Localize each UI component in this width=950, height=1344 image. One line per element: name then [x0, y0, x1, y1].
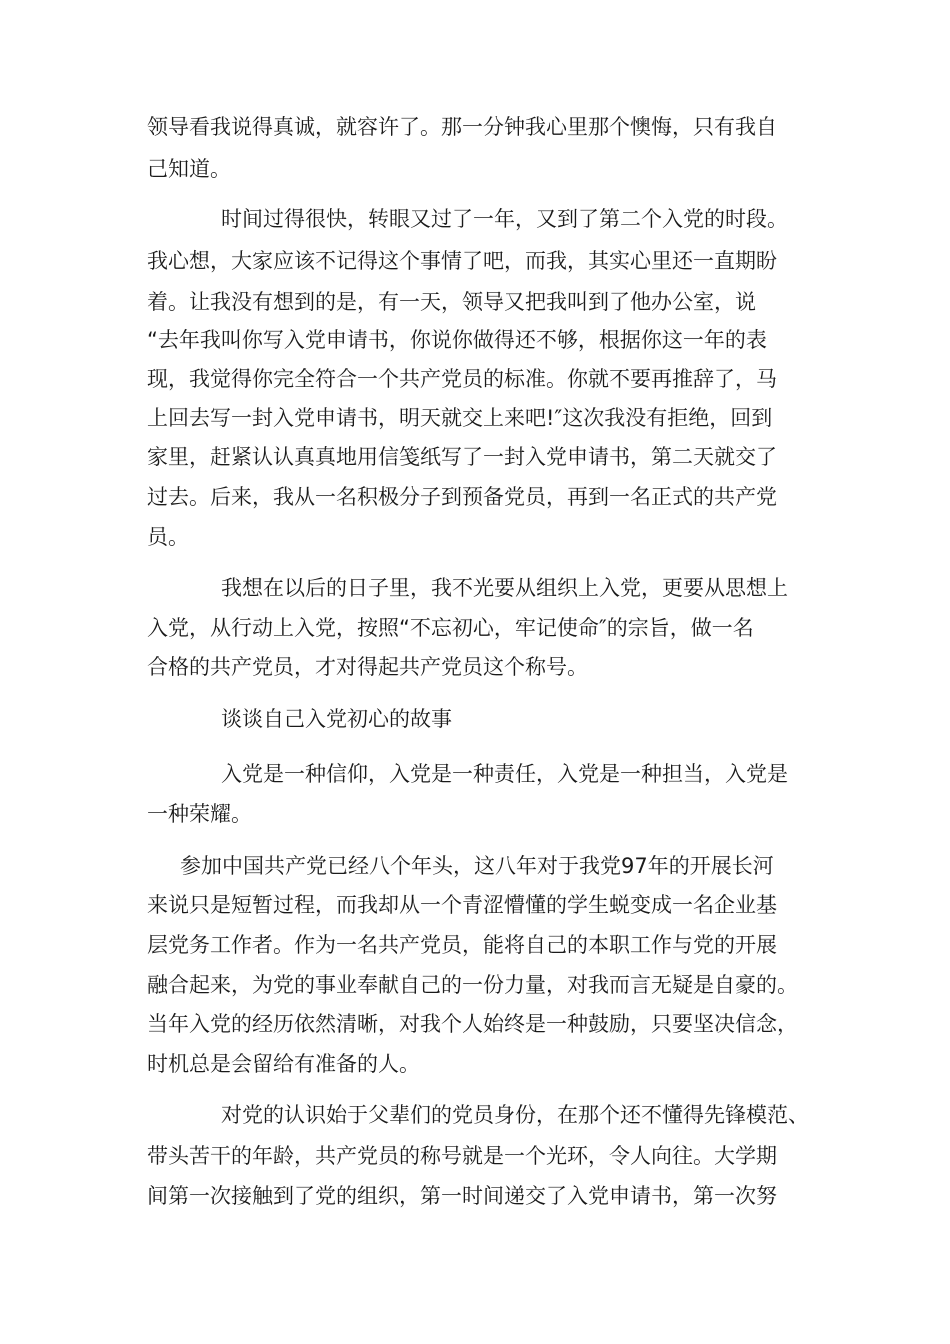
text-line: 当年入党的经历依然清晰，对我个人始终是一种鼓励，只要坚决信念， [147, 1012, 798, 1036]
text-line: 参加中国共产党已经八个年头，这八年对于我党97年的开展长河 [180, 854, 774, 878]
text-line: 入党是一种信仰，入党是一种责任，入党是一种担当，入党是 [221, 762, 788, 786]
text-line: 己知道。 [147, 157, 231, 181]
text-line: 领导看我说得真诚，就容许了。那一分钟我心里那个懊悔，只有我自 [147, 115, 777, 139]
text-line: 员。 [147, 525, 189, 549]
text-line: 时机总是会留给有准备的人。 [147, 1052, 420, 1076]
text-line: 层党务工作者。作为一名共产党员，能将自己的本职工作与党的开展 [147, 933, 777, 957]
text-line: 一种荣耀。 [147, 802, 252, 826]
text-line: 合格的共产党员，才对得起共产党员这个称号。 [147, 655, 588, 679]
text-line: 我心想，大家应该不记得这个事情了吧，而我，其实心里还一直期盼 [147, 249, 777, 273]
text-line: 我想在以后的日子里，我不光要从组织上入党，更要从思想上 [221, 576, 788, 600]
text-line: 现，我觉得你完全符合一个共产党员的标准。你就不要再推辞了，马 [147, 367, 777, 391]
text-line: 入党，从行动上入党，按照“不忘初心，牢记使命″的宗旨，做一名 [147, 616, 754, 640]
text-line: 融合起来，为党的事业奉献自己的一份力量，对我而言无疑是自豪的。 [147, 973, 798, 997]
text-line: 来说只是短暂过程，而我却从一个青涩懵懂的学生蜕变成一名企业基 [147, 893, 777, 917]
text-line: 间第一次接触到了党的组织，第一时间递交了入党申请书，第一次努 [147, 1184, 777, 1208]
text-line: 家里，赶紧认认真真地用信笺纸写了一封入党申请书，第二天就交了 [147, 445, 777, 469]
section-title: 谈谈自己入党初心的故事 [221, 707, 452, 731]
text-line: 着。让我没有想到的是，有一天，领导又把我叫到了他办公室，说 [147, 290, 756, 314]
text-line: 过去。后来，我从一名积极分子到预备党员，再到一名正式的共产党 [147, 485, 777, 509]
text-line: 带头苦干的年龄，共产党员的称号就是一个光环，令人向往。大学期 [147, 1144, 777, 1168]
text-line: 时间过得很快，转眼又过了一年，又到了第二个入党的时段。 [221, 207, 788, 231]
text-line: “去年我叫你写入党申请书，你说你做得还不够，根据你这一年的表 [147, 328, 767, 352]
text-line: 对党的认识始于父辈们的党员身份，在那个还不懂得先锋模范、 [221, 1103, 809, 1127]
text-line: 上回去写一封入党申请书，明天就交上来吧!″这次我没有拒绝，回到 [147, 406, 773, 430]
